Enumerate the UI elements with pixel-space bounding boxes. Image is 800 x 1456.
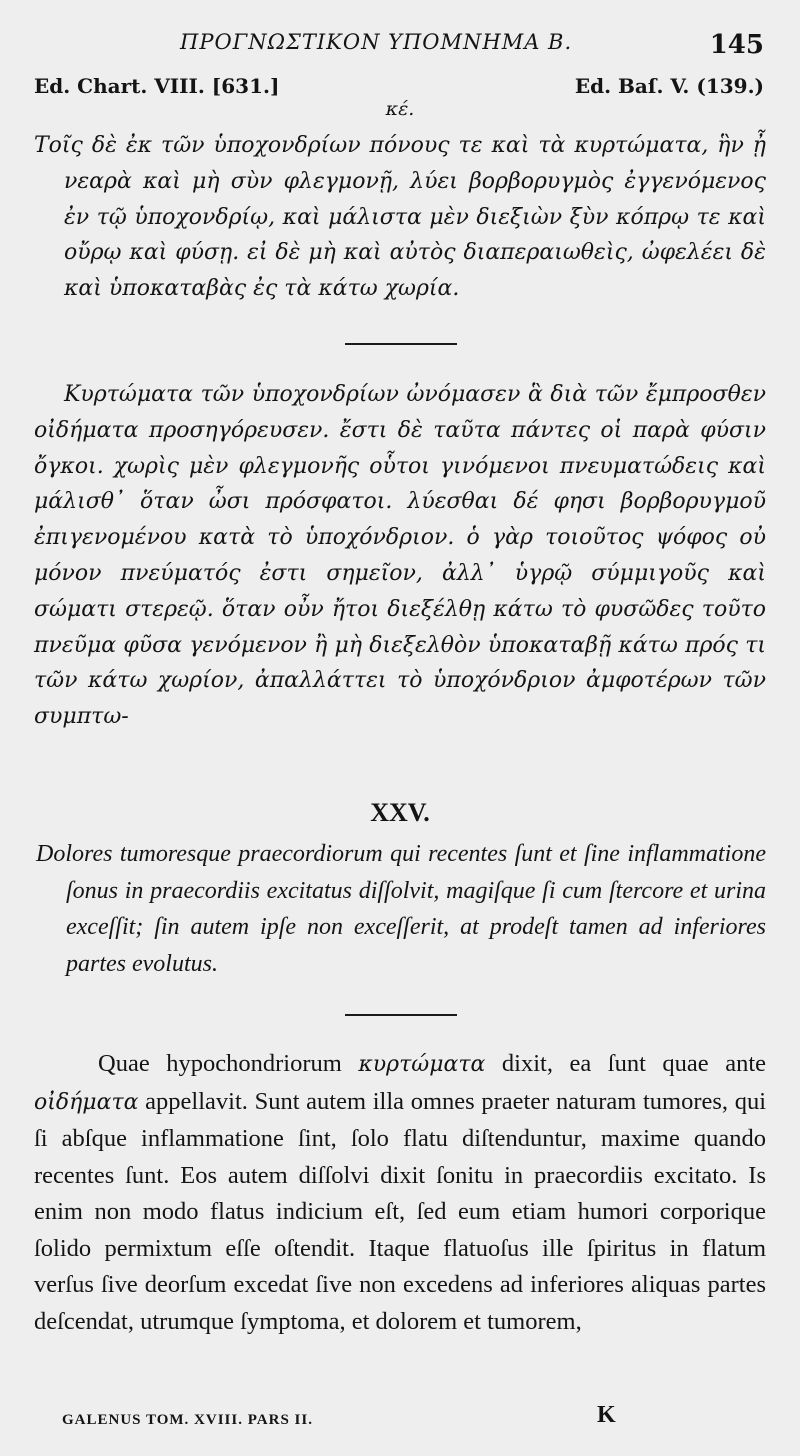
running-title: ΠΡΟΓΝΩΣΤΙΚΟΝ ΥΠΟΜΝΗΜΑ Β. (180, 30, 573, 54)
edition-reference-left: Ed. Chart. VIII. [631.] (34, 74, 280, 98)
page-number: 145 (709, 30, 764, 60)
commentary-text: dixit, ea ſunt quae ante (501, 1050, 767, 1077)
greek-term: οἰδήματα (34, 1089, 139, 1115)
latin-section-heading: XXV. (370, 798, 430, 827)
separator-rule (345, 343, 457, 345)
latin-commentary (34, 1046, 766, 1340)
footer-volume: GALENUS TOM. XVIII. PARS II. (62, 1412, 313, 1428)
commentary-text: Quae hypochondriorum (98, 1050, 342, 1077)
commentary-text: appellavit. Sunt autem illa omnes praeter naturam tumores, qui ſi abſque inflammatione ſint, ſolo flatu diſtenduntur, maxime quando recentes ſunt. Eos autem diſſolvi dixit ſonitu in praecordiis excitato. Is enim non modo flatus indicium eſt, ſed eum etiam humori corporique ſolido permixtum eſſe oſtendit. Itaque flatuoſus ille ſpiritus in flatum verſus ſive deorſum excedat ſive non excedens ad inferiores aliquas partes deſcendat, utrumque ſymptoma, et dolorem et tumorem, (34, 1087, 767, 1335)
edition-reference-right: Ed. Baſ. V. (139.) (574, 74, 764, 98)
latin-aphorism: Dolores tumoresque praecordiorum qui recentes ſunt et ſine inflammatione ſonus in praecordiis excitatus diſſolvit, magiſque ſi cum ſtercore et urina exceſſit; ſin autem ipſe non exceſſerit, at prodeſt tamen ad inferiores partes evolutus. (36, 841, 766, 977)
separator-rule (345, 1014, 457, 1016)
greek-aphorism: Τοῖς δὲ ἐκ τῶν ὑποχονδρίων πόνους τε καὶ τὰ κυρτώματα, ἣν ᾖ νεαρὰ καὶ μὴ σὺν φλεγμονῇ, λύει βορβορυγμὸς ἐγγενόμενος ἐν τῷ ὑποχονδρίῳ, καὶ μάλιστα μὲν διεξιὼν ξὺν κόπρῳ τε καὶ οὔρῳ καὶ φύσῃ. εἰ δὲ μὴ καὶ αὐτὸς διαπεραιωθεὶς, ὠφελέει δὲ καὶ ὑποκαταβὰς ἐς τὰ κάτω χωρία. (34, 133, 766, 302)
greek-commentary: Κυρτώματα τῶν ὑποχονδρίων ὠνόμασεν ἃ διὰ τῶν ἔμπροσθεν οἰδήματα προσηγόρευσεν. ἔστι δὲ ταῦτα πάντες οἱ παρὰ φύσιν ὄγκοι. χωρὶς μὲν φλεγμονῆς οὗτοι γινόμενοι πνευματώδεις καὶ μάλισθ᾽ ὅταν ὦσι πρόσφατοι. λύεσθαι δέ φησι βορβορυγμοῦ ἐπιγενομένου κατὰ τὸ ὑποχόνδριον. ὁ γὰρ τοιοῦτος ψόφος οὐ μόνον πνεύματός ἐστι σημεῖον, ἀλλ᾽ ὑγρῷ σύμμιγοῦς καὶ σώματι στερεῷ. ὅταν οὖν ἤτοι διεξέλθῃ κάτω τὸ φυσῶδες τοῦτο πνεῦμα φῦσα γενόμενον ἢ μὴ διεξελθὸν ὑποκαταβῇ κάτω πρός τι τῶν κάτω χωρίον, ἀπαλλάττει τὸ ὑποχόνδριον ἀμφοτέρων τῶν συμπτω- (34, 382, 766, 730)
signature-mark: K (597, 1402, 616, 1428)
section-number: κέ. (385, 98, 415, 120)
greek-term: κυρτώματα (358, 1052, 486, 1077)
